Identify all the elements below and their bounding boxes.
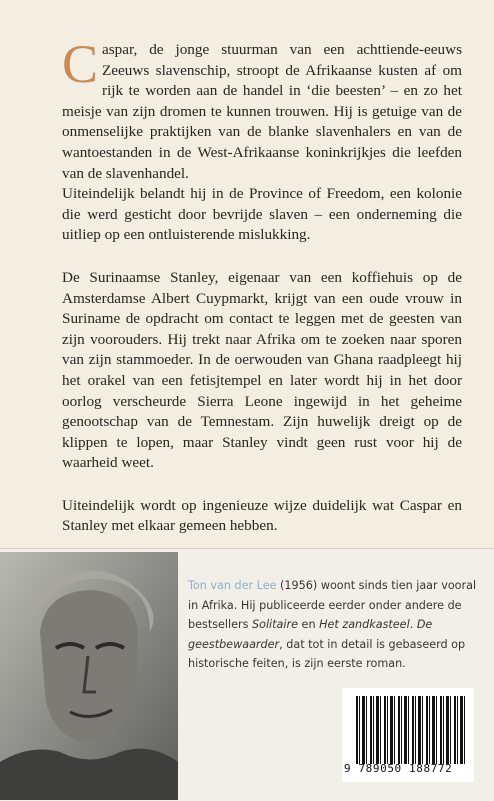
blurb-paragraph-3: De Surinaamse Stanley, eigenaar van een koffiehuis op de Amsterdamse Albert Cuypmarkt, krijgt van een oude vrouw in Suriname de opdracht om contact te leggen met de geesten van zijn voorouders. Hij trekt naar Afrika om te zoeken naar sporen van zijn stammoeder. In de oerwouden van Ghana raadpleegt hij het orakel van een fetisjtempel en later wordt hij in het door oorlog verscheurde Sierra Leone ingewijd in het geheime genootschap van de Temnestam. Zijn huwelijk dreigt op de klippen te lopen, maar Stanley vindt geen rust voor hij de waarheid weet. bbox=[62, 268, 462, 472]
book-title-geestbewaarder: De geestbewaarder bbox=[188, 618, 433, 651]
drop-cap: C bbox=[62, 34, 99, 94]
isbn-barcode bbox=[342, 688, 474, 782]
book-title-zandkasteel: Het zandkasteel bbox=[319, 618, 410, 631]
blurb-text bbox=[62, 34, 462, 537]
barcode-bars bbox=[356, 696, 468, 764]
author-bio: Ton van der Lee (1956) woont sinds tien jaar vooral in Afrika. Hij publiceerde eerder onder andere de bestsellers Solitaire en Het zandkasteel. De geestbewaarder, dat tot in detail is gebaseerd op historische feiten, is zijn eerste roman. bbox=[188, 579, 477, 670]
author-photo bbox=[0, 552, 178, 800]
blurb-paragraph-1 bbox=[62, 34, 462, 184]
blurb-paragraph-1-text: aspar, de jonge stuurman van een achttiende-eeuws Zeeuws slavenschip, stroopt de Afrikaanse kusten af om rijk te worden aan de handel in ‘die beesten’ – en zo het meisje van zijn dromen te kunnen trouwen. Hij is getuige van de onmenselijke praktijken van de blanke slavenhalers en van de wantoestanden in de West-Afrikaanse koninkrijkjes die leefden van de slavenhandel. bbox=[62, 41, 462, 182]
blurb-paragraph-2: Uiteindelijk belandt hij in de Province of Freedom, een kolonie die werd gesticht door bevrijde slaven – een onderneming die uitliep op een ontluisterende mislukking. bbox=[62, 185, 462, 244]
book-title-solitaire: Solitaire bbox=[252, 618, 298, 631]
blurb-paragraph-4: Uiteindelijk wordt op ingenieuze wijze duidelijk wat Caspar en Stanley met elkaar gemeen hebben. bbox=[62, 496, 462, 535]
author-name: Ton van der Lee bbox=[188, 579, 277, 592]
barcode-digits: 9 789050 188772 bbox=[344, 762, 453, 775]
